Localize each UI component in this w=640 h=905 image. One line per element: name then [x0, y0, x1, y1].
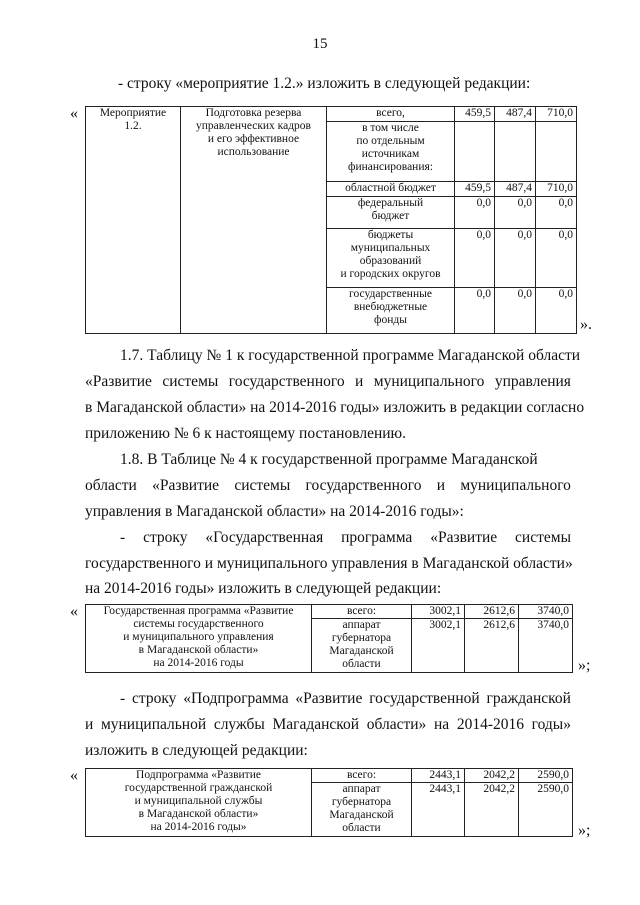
program-name-line: системы государственного: [133, 618, 264, 630]
source-label-cell: [312, 605, 412, 619]
word: и: [85, 716, 94, 733]
word: -: [120, 690, 126, 707]
measure-id-cell: [86, 107, 181, 334]
open-quote: «: [70, 105, 78, 122]
value-cell: 3002,1: [412, 605, 465, 619]
section3-intro-line: [85, 715, 571, 735]
value-cell: 2612,6: [465, 605, 519, 619]
source-label: источникам: [361, 148, 420, 161]
source-label: области: [342, 822, 381, 834]
para-1-8-line: [85, 476, 571, 496]
value-cell: 2042,2: [465, 769, 519, 783]
source-label: всего,: [376, 107, 405, 119]
source-label: Магаданской: [329, 645, 394, 657]
program-name-line: в Магаданской области»: [138, 644, 259, 656]
subprogram-name-line: государственной гражданской: [124, 782, 273, 794]
word: «Развитие: [152, 477, 220, 494]
value-cell: 2612,6: [465, 619, 519, 673]
word: муниципального: [460, 477, 571, 494]
value-cell: 710,0: [536, 181, 577, 196]
source-label: всего:: [346, 605, 377, 617]
value-cell: 0,0: [495, 197, 536, 228]
source-label-cell: [327, 107, 455, 122]
para-1-8-line: 1.8. В Таблице № 4 к государственной программе Магаданской: [120, 451, 538, 468]
word: на: [433, 716, 450, 733]
value-cell: 487,4: [495, 107, 536, 122]
word: управления: [494, 373, 571, 390]
source-label: областной бюджет: [345, 181, 436, 194]
source-label: бюджет: [371, 210, 410, 223]
source-label: аппарат: [342, 783, 381, 795]
table-row: [86, 605, 573, 619]
value-cell: 0,0: [455, 228, 495, 288]
close-quote: »;: [578, 822, 591, 839]
word: годы»: [531, 716, 571, 733]
word: -: [120, 529, 126, 546]
word: и: [355, 373, 364, 390]
source-label-cell: [327, 122, 455, 182]
para-1-7-line: приложению № 6 к настоящему постановлению.: [85, 425, 406, 442]
program-table: [85, 604, 573, 673]
word: и: [436, 477, 446, 494]
source-label: по отдельным: [356, 135, 425, 148]
section2-intro-line: государственного и муниципального управления в Магаданской области»: [85, 555, 573, 572]
source-label: в том числе: [362, 122, 419, 135]
value-cell: 0,0: [495, 288, 536, 334]
word: строку: [132, 690, 177, 707]
section1-intro: - строку «мероприятие 1.2.» изложить в следующей редакции:: [118, 75, 531, 92]
value-cell: 2443,1: [412, 783, 465, 837]
para-1-7-line: 1.7. Таблицу № 1 к государственной программе Магаданской области: [120, 347, 581, 364]
word: государственного: [305, 477, 422, 494]
word: службы: [213, 716, 265, 733]
subprogram-name-line: Подпрограмма «Развитие: [136, 769, 261, 781]
word: государственной: [369, 690, 480, 707]
word: системы: [162, 373, 219, 390]
source-label-cell: [327, 228, 455, 288]
source-label: образований: [359, 254, 422, 267]
para-1-7-line: [85, 372, 571, 392]
table-row: [86, 107, 577, 122]
word: государственного: [228, 373, 345, 390]
measure-id-line: 1.2.: [124, 120, 142, 132]
subprogram-name-line: и муниципальной службы: [134, 795, 263, 807]
value-cell: 2590,0: [519, 783, 573, 837]
word: «Подпрограмма: [183, 690, 289, 707]
table-row: [86, 769, 573, 783]
value-cell: 0,0: [536, 228, 577, 288]
value-cell: 3740,0: [519, 619, 573, 673]
value-cell: 487,4: [495, 181, 536, 196]
value-cell: 3740,0: [519, 605, 573, 619]
subprogram-name-line: на 2014-2016 годы»: [150, 821, 247, 833]
word: области: [85, 477, 137, 494]
word: «Государственная: [205, 529, 324, 546]
measure-name-line: управленческих кадров: [196, 120, 311, 132]
close-quote: »;: [578, 657, 591, 674]
source-label-cell: [312, 783, 412, 837]
source-label: и городских округов: [340, 267, 441, 280]
subprogram-name-line: в Магаданской области»: [138, 808, 259, 820]
section3-intro-line: изложить в следующей редакции:: [85, 742, 308, 759]
source-label: финансирования:: [348, 161, 433, 174]
subprogram-name-cell: [86, 769, 312, 837]
value-cell: 2590,0: [519, 769, 573, 783]
value-cell: 2042,2: [465, 783, 519, 837]
value-cell: 0,0: [495, 228, 536, 288]
word: системы: [515, 529, 571, 546]
source-label: фонды: [374, 314, 407, 327]
source-label-cell: [312, 619, 412, 673]
source-label: внебюджетные: [353, 301, 428, 314]
open-quote: «: [70, 603, 78, 620]
source-label-cell: [327, 197, 455, 228]
value-cell: 459,5: [455, 181, 495, 196]
value-cell: 0,0: [536, 288, 577, 334]
measure-name-line: Подготовка резерва: [205, 107, 302, 119]
source-label: области: [342, 658, 381, 670]
section2-intro-line: на 2014-2016 годы» изложить в следующей редакции:: [85, 580, 442, 597]
word: гражданской: [486, 690, 571, 707]
section2-intro-line: [120, 528, 571, 548]
para-1-8-line: управления в Магаданской области» на 2014-2016 годы»:: [85, 503, 464, 520]
value-cell: 0,0: [536, 197, 577, 228]
value-cell: 710,0: [536, 107, 577, 122]
value-cell: [455, 122, 495, 182]
page-number: 15: [312, 36, 328, 52]
para-1-7-line: в Магаданской области» на 2014-2016 годы» изложить в редакции согласно: [85, 399, 585, 416]
word: Магаданской: [272, 716, 360, 733]
word: муниципальной: [100, 716, 207, 733]
word: «Развитие: [85, 373, 152, 390]
source-label: бюджеты: [367, 228, 414, 241]
word: программа: [341, 529, 413, 546]
value-cell: 0,0: [455, 197, 495, 228]
word: строку: [143, 529, 188, 546]
value-cell: 459,5: [455, 107, 495, 122]
measure-name-cell: [181, 107, 327, 334]
word: 2014-2016: [456, 716, 524, 733]
program-name-line: на 2014-2016 годы: [153, 657, 244, 669]
section3-intro-line: [120, 689, 571, 709]
source-label: муниципальных: [350, 241, 431, 254]
open-quote: «: [70, 767, 78, 784]
value-cell: 0,0: [455, 288, 495, 334]
source-label: государственные: [349, 288, 432, 301]
subprogram-table: [85, 768, 573, 837]
measure-name-line: и его эффективное: [207, 133, 300, 145]
source-label: аппарат: [342, 619, 381, 631]
measure-name-line: использование: [217, 146, 290, 158]
value-cell: [536, 122, 577, 182]
program-name-line: Государственная программа «Развитие: [103, 605, 294, 617]
measure-table: [85, 106, 577, 334]
word: «Развитие: [295, 690, 363, 707]
value-cell: 3002,1: [412, 619, 465, 673]
source-label: всего:: [346, 769, 377, 781]
source-label: федеральный: [357, 197, 424, 210]
value-cell: 2443,1: [412, 769, 465, 783]
word: области»: [366, 716, 427, 733]
word: «Развитие: [430, 529, 498, 546]
program-name-cell: [86, 605, 312, 673]
close-quote: ».: [580, 316, 592, 333]
word: муниципального: [373, 373, 485, 390]
value-cell: [495, 122, 536, 182]
program-name-line: и муниципального управления: [123, 631, 274, 643]
source-label-cell: [327, 288, 455, 334]
source-label-cell: [327, 181, 455, 196]
measure-id-line: Мероприятие: [99, 107, 167, 119]
word: системы: [234, 477, 291, 494]
source-label: Магаданской: [329, 809, 394, 821]
source-label: губернатора: [331, 632, 392, 644]
source-label: губернатора: [331, 796, 392, 808]
source-label-cell: [312, 769, 412, 783]
